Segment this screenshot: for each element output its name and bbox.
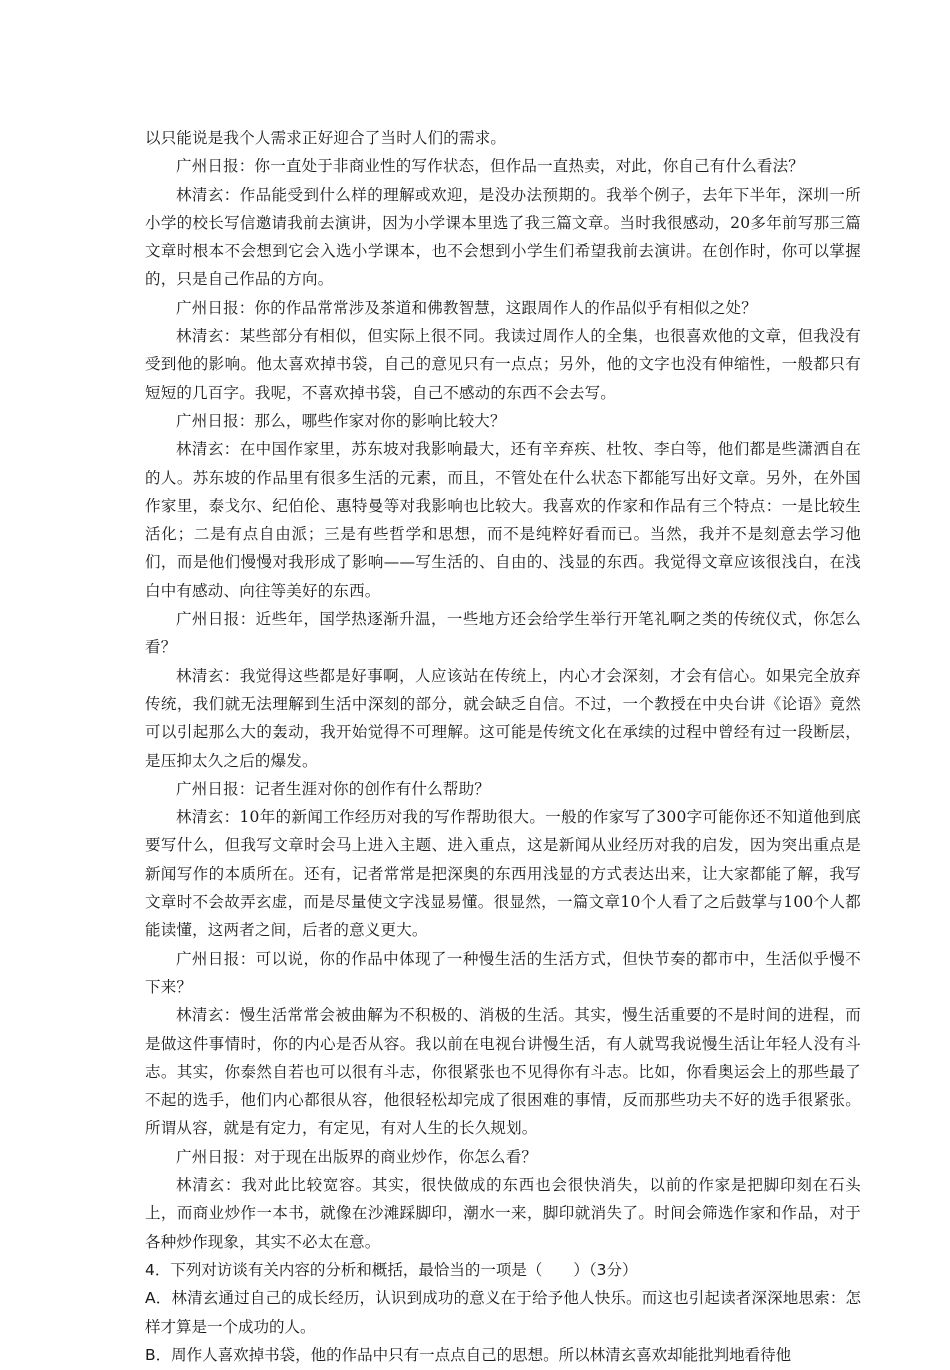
- question-block: [145, 1256, 861, 1370]
- paragraph-6: 林清玄：在中国作家里，苏东坡对我影响最大，还有辛弃疾、杜牧、李白等，他们都是些潇洒自在的人。苏东坡的作品里有很多生活的元素，而且，不管处在什么状态下都能写出好文章。另外，在外国作家里，泰戈尔、纪伯伦、惠特曼等对我影响也比较大。我喜欢的作家和作品有三个特点：一是比较生活化；二是有点自由派；三是有些哲学和思想，而不是纯粹好看而已。当然，我并不是刻意去学习他们，而是他们慢慢对我形成了影响——写生活的、自由的、浅显的东西。我觉得文章应该很浅白，在浅白中有感动、向往等美好的东西。: [145, 440, 861, 600]
- paragraph-12: 林清玄：慢生活常常会被曲解为不积极的、消极的生活。其实，慢生活重要的不是时间的进程，而是做这件事情时，你的内心是否从容。我以前在电视台讲慢生活，有人就骂我说慢生活让年轻人没有斗志。其实，你泰然自若也可以很有斗志，你很紧张也不见得你有斗志。比如，你看奥运会上的那些最了不起的选手，他们内心都很从容，他很轻松却完成了很困难的事情，反而那些功夫不好的选手很紧张。所谓从容，就是有定力，有定见，有对人生的长久规划。: [145, 1006, 861, 1138]
- paragraph-5: 广州日报：那么，哪些作家对你的影响比较大？: [176, 411, 506, 430]
- paragraph-3: 广州日报：你的作品常常涉及茶道和佛教智慧，这跟周作人的作品似乎有相似之处？: [176, 298, 757, 317]
- paragraph-9: 广州日报：记者生涯对你的创作有什么帮助？: [176, 779, 491, 798]
- paragraph-1: 广州日报：你一直处于非商业性的写作状态，但作品一直热卖，对此，你自己有什么看法？: [176, 157, 805, 176]
- question-option-b: B．周作人喜欢掉书袋，他的作品中只有一点点自己的思想。所以林清玄喜欢却能批判地看待他: [145, 1346, 792, 1365]
- paragraph-13: 广州日报：对于现在出版界的商业炒作，你怎么看？: [176, 1147, 538, 1166]
- paragraph-8: 林清玄：我觉得这些都是好事啊，人应该站在传统上，内心才会深刻，才会有信心。如果完全放弃传统，我们就无法理解到生活中深刻的部分，就会缺乏自信。不过，一个教授在中央台讲《论语》竟然可以引起那么大的轰动，我开始觉得不可理解。这可能是传统文化在承续的过程中曾经有过一段断层，是压抑太久之后的爆发。: [145, 666, 861, 770]
- question-stem: 4．下列对访谈有关内容的分析和概括，最恰当的一项是（ ）（3分）: [145, 1260, 638, 1279]
- paragraph-0: 以只能说是我个人需求正好迎合了当时人们的需求。: [145, 129, 507, 147]
- question-option-a: A．林清玄通过自己的成长经历，认识到成功的意义在于给予他人快乐。而这也引起读者深深地思索：怎样才算是一个成功的人。: [145, 1289, 861, 1336]
- paragraph-11: 广州日报：可以说，你的作品中体现了一种慢生活的生活方式，但快节奏的都市中，生活似乎慢不下来？: [145, 949, 861, 996]
- paragraph-14: 林清玄：我对此比较宽容。其实，很快做成的东西也会很快消失，以前的作家是把脚印刻在石头上，而商业炒作一本书，就像在沙滩踩脚印，潮水一来，脚印就消失了。时间会筛选作家和作品，对于各种炒作现象，其实不必太在意。: [145, 1175, 861, 1251]
- paragraph-2: 林清玄：作品能受到什么样的理解或欢迎，是没办法预期的。我举个例子，去年下半年，深圳一所小学的校长写信邀请我前去演讲，因为小学课本里选了我三篇文章。当时我很感动，20多年前写那三篇文章时根本不会想到它会入选小学课本，也不会想到小学生们希望我前去演讲。在创作时，你可以掌握的，只是自己作品的方向。: [145, 185, 861, 289]
- paragraph-7: 广州日报：近些年，国学热逐渐升温，一些地方还会给学生举行开笔礼啊之类的传统仪式，你怎么看？: [145, 610, 861, 657]
- article-body: [145, 124, 861, 1370]
- paragraph-10: 林清玄：10年的新闻工作经历对我的写作帮助很大。一般的作家写了300字可能你还不知道他到底要写什么，但我写文章时会马上进入主题、进入重点，这是新闻从业经历对我的启发，因为突出重点是新闻写作的本质所在。还有，记者常常是把深奥的东西用浅显的方式表达出来，让大家都能了解，我写文章时不会故弄玄虚，而是尽量使文字浅显易懂。很显然，一篇文章10个人看了之后鼓掌与100个人都能读懂，这两者之间，后者的意义更大。: [145, 808, 861, 940]
- paragraph-4: 林清玄：某些部分有相似，但实际上很不同。我读过周作人的全集，也很喜欢他的文章，但我没有受到他的影响。他太喜欢掉书袋，自己的意见只有一点点；另外，他的文字也没有伸缩性，一般都只有短短的几百字。我呢，不喜欢掉书袋，自己不感动的东西不会去写。: [145, 327, 861, 402]
